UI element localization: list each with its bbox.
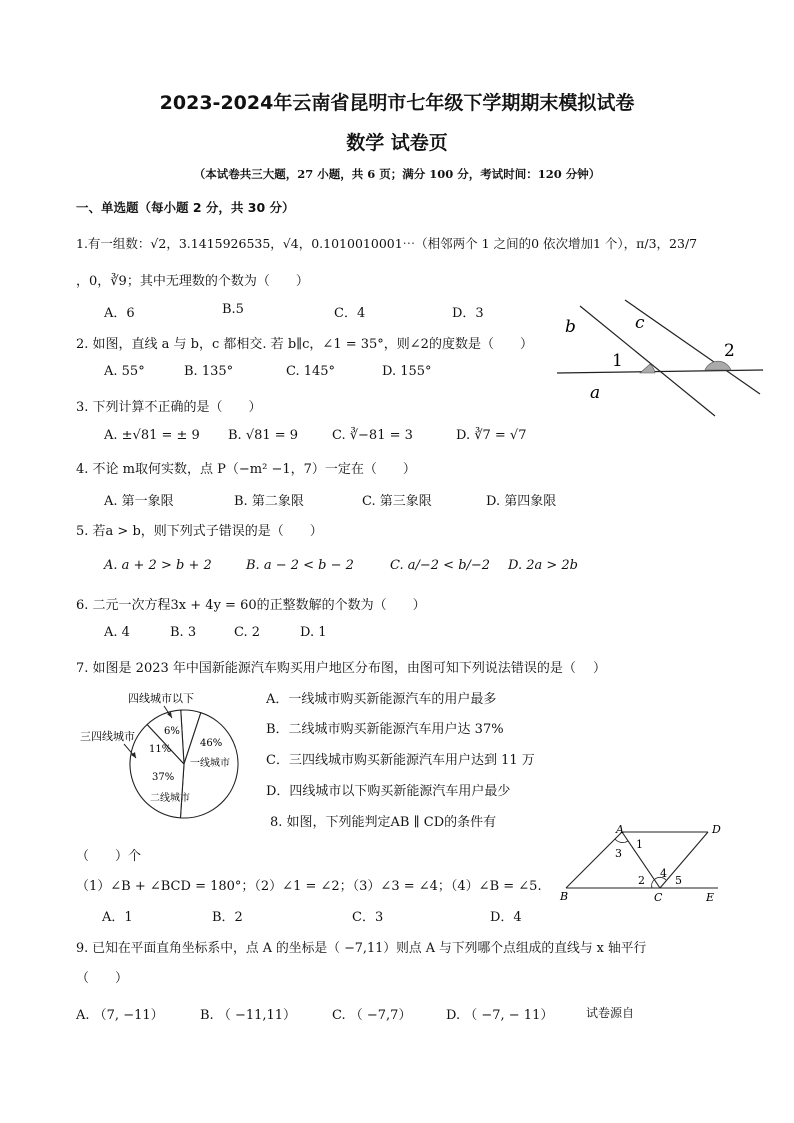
question-9-text: 9. 已知在平面直角坐标系中，点 A 的坐标是（ −7,11）则点 A 与下列哪个点组成的直线与 x 轴平行 <box>76 941 647 956</box>
q4-option-d: D. 第四象限 <box>486 494 557 509</box>
question-8-conditions: （1）∠B + ∠BCD = 180°；（2）∠1 = ∠2；（3）∠3 = ∠4；（4）∠B = ∠5. <box>76 879 542 894</box>
pie-label-37: 37% <box>152 772 175 783</box>
q2-option-c: C. 145° <box>286 364 336 379</box>
angle-label-5: 5 <box>675 874 682 887</box>
q7-option-c: C．三四线城市购买新能源汽车用户达到 11 万 <box>266 753 535 768</box>
q7-option-b: B．二线城市购买新能源汽车用户达 37% <box>266 722 504 737</box>
q7-option-d: D．四线城市以下购买新能源汽车用户最少 <box>266 784 511 799</box>
question-4-text: 4. 不论 m取何实数，点 P（−m² −1，7）一定在（ ） <box>76 462 416 477</box>
q9-option-d: D. （ −7, − 11） <box>446 1008 554 1023</box>
q4-option-a: A. 第一象限 <box>104 494 174 509</box>
question-1-text-cont: ，0，∛9；其中无理数的个数为（ ） <box>76 274 309 289</box>
angle-2-label: 2 <box>724 341 735 361</box>
question-1-text: 1.有一组数：√2，3.1415926535，√4，0.1010010001⋯（相邻两个 1 之间的0 依次增加1 个），π/3，23/7 <box>76 236 698 251</box>
q8-option-d: D．4 <box>490 910 522 925</box>
q6-option-d: D. 1 <box>300 625 327 640</box>
q3-option-d: D. ∛7 = √7 <box>456 428 527 443</box>
q1-option-b: B.5 <box>222 302 244 317</box>
q5-option-c: C. a/−2 < b/−2 <box>390 558 491 573</box>
point-d-label: D <box>712 823 721 836</box>
q1-option-a: A．6 <box>104 306 135 321</box>
page-subtitle: 数学 试卷页 <box>346 132 448 154</box>
q7-option-a: A．一线城市购买新能源汽车的用户最多 <box>266 692 497 707</box>
q3-option-c: C. ∛−81 = 3 <box>332 428 413 443</box>
point-e-label: E <box>706 891 715 904</box>
line-b-label: b <box>565 317 576 337</box>
question-8-text: 8. 如图，下列能判定AB ∥ CD的条件有 <box>270 815 497 830</box>
question-6-text: 6. 二元一次方程3x + 4y = 60的正整数解的个数为（ ） <box>76 598 426 613</box>
q3-option-b: B. √81 = 9 <box>228 428 299 443</box>
q8-option-a: A．1 <box>102 910 133 925</box>
legend-label-tier4: 四线城市以下 <box>128 692 194 705</box>
angle-label-3: 3 <box>615 847 622 860</box>
pie-label-6: 6% <box>164 726 180 737</box>
q4-option-b: B. 第二象限 <box>234 494 304 509</box>
q6-option-a: A. 4 <box>104 625 130 640</box>
pie-label-46: 46% <box>200 738 223 749</box>
q9-option-c: C. （ −7,7） <box>332 1008 412 1023</box>
question-3-text: 3. 下列计算不正确的是（ ） <box>76 400 262 415</box>
q2-option-d: D. 155° <box>382 364 432 379</box>
question-2-text: 2. 如图，直线 a 与 b，c 都相交. 若 b∥c，∠1 = 35°，则∠2的度数是（ ） <box>76 337 533 352</box>
q3-option-a: A. ±√81 = ± 9 <box>104 428 200 443</box>
page-title: 2023-2024年云南省昆明市七年级下学期期末模拟试卷 <box>159 92 635 114</box>
q6-option-b: B. 3 <box>170 625 197 640</box>
q2-option-b: B. 135° <box>184 364 234 379</box>
question-9-blank: （ ） <box>76 971 129 986</box>
q4-option-c: C. 第三象限 <box>362 494 432 509</box>
q5-option-d: D. 2a > 2b <box>508 558 578 573</box>
angle-label-2: 2 <box>638 874 645 887</box>
pie-label-tier2: 二线城市 <box>150 793 190 804</box>
line-a-label: a <box>590 383 601 403</box>
q9-option-a: A. （7, −11） <box>76 1008 164 1023</box>
q5-option-a: A. a + 2 > b + 2 <box>104 558 212 573</box>
source-note: 试卷源自 <box>586 1006 635 1020</box>
q8-figure <box>558 822 730 906</box>
q1-option-d: D．3 <box>452 306 484 321</box>
q9-option-b: B. （ −11,11） <box>200 1008 297 1023</box>
q8-option-b: B．2 <box>212 910 243 925</box>
point-c-label: C <box>654 891 663 904</box>
q1-option-c: C．4 <box>334 306 366 321</box>
q8-option-c: C．3 <box>352 910 384 925</box>
section-heading: 一、单选题（每小题 2 分，共 30 分） <box>76 200 295 215</box>
q6-option-c: C. 2 <box>234 625 261 640</box>
angle-label-1: 1 <box>636 838 643 851</box>
point-a-label: A <box>616 823 624 836</box>
angle-1-label: 1 <box>612 351 623 371</box>
pie-label-11: 11% <box>149 744 172 755</box>
question-5-text: 5. 若a > b，则下列式子错误的是（ ） <box>76 524 323 539</box>
line-c-label: c <box>635 313 645 333</box>
point-b-label: B <box>560 890 569 903</box>
q2-option-a: A. 55° <box>104 364 145 379</box>
legend-label-tier34: 三四线城市 <box>80 730 135 743</box>
q5-option-b: B. a − 2 < b − 2 <box>246 558 354 573</box>
exam-info: （本试卷共三大题，27 小题，共 6 页；满分 100 分，考试时间：120 分钟） <box>193 167 601 181</box>
q2-figure <box>555 298 765 418</box>
angle-label-4: 4 <box>660 867 667 880</box>
pie-chart <box>76 688 266 828</box>
pie-label-tier1: 一线城市 <box>190 758 230 769</box>
question-7-text: 7. 如图是 2023 年中国新能源汽车购买用户地区分布图，由图可知下列说法错误的是（ ） <box>76 661 607 676</box>
question-8-blank: （ ）个 <box>76 849 142 864</box>
